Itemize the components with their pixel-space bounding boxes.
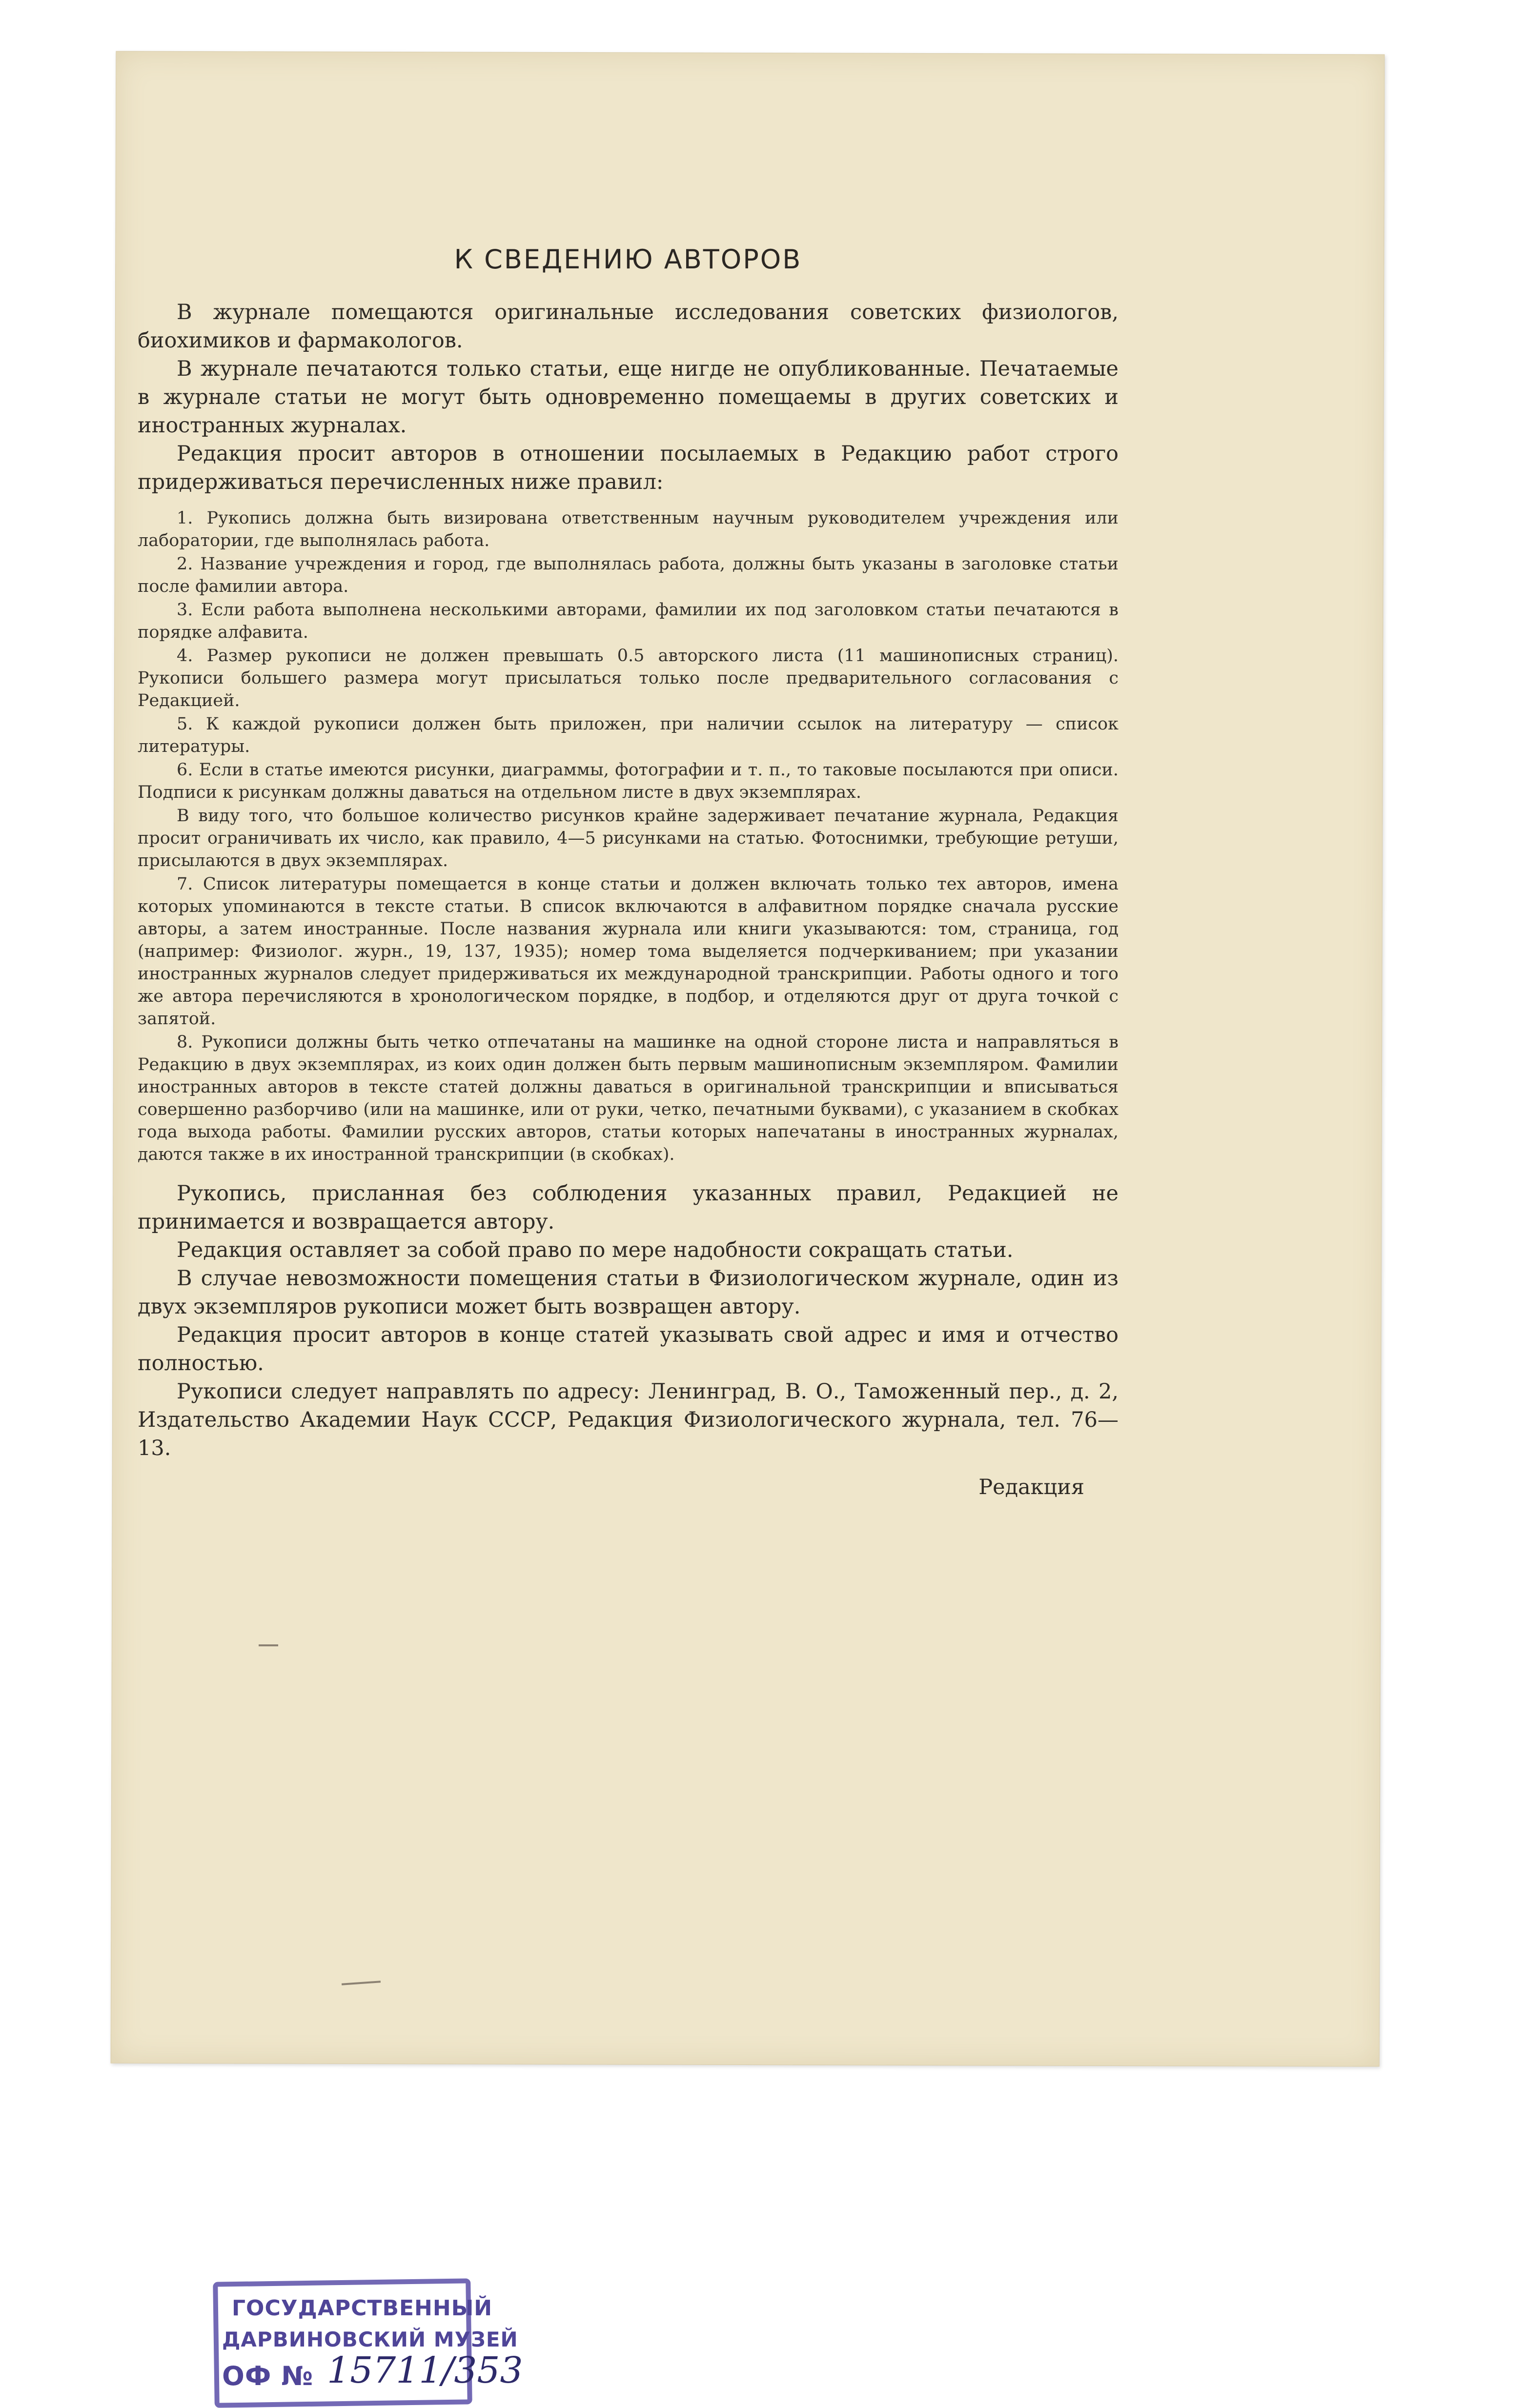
- rule-item: 3. Если работа выполнена несколькими авторами, фамилии их под заголовком статьи печатаются в порядке алфавита.: [138, 600, 1119, 642]
- stamp-handwritten-number: 15711/353: [327, 2349, 523, 2391]
- closing-paragraph: Редакция просит авторов в конце статей указывать свой адрес и имя и отчество полностью.: [138, 1323, 1119, 1376]
- rules-list: [138, 507, 1119, 1166]
- closing-section: [138, 1179, 1119, 1462]
- closing-paragraph: Редакция оставляет за собой право по мере надобности сокращать статьи.: [177, 1238, 1014, 1262]
- intro-paragraph: Редакция просит авторов в отношении посылаемых в Редакцию работ строго придерживаться перечисленных ниже правил:: [138, 442, 1119, 494]
- stamp-line-1: ГОСУДАРСТВЕННЫЙ: [232, 2296, 493, 2321]
- rule-item: 7. Список литературы помещается в конце статьи и должен включать только тех авторов, имена которых упоминаются в тексте статьи. В список включаются в алфавитном порядке сначала русские авторы, а затем иностранные. После названия журнала или книги указываются: том, страница, год (например: Физиолог. журн., 19, 137, 1935); номер тома выделяется подчеркиванием; при указании иностранных журналов следует придерживаться их международной транскрипции. Работы одного и того же автора перечисляются в хронологическом порядке, в подбор, и отделяются друг от друга точкой с запятой.: [138, 874, 1119, 1029]
- editorial-signature: Редакция: [978, 1475, 1084, 1499]
- intro-paragraph: В журнале помещаются оригинальные исследования советских физиологов, биохимиков и фармакологов.: [138, 300, 1119, 353]
- ink-mark: [259, 1644, 278, 1646]
- rule-item: 6. Если в статье имеются рисунки, диаграммы, фотографии и т. п., то таковые посылаются при описи. Подписи к рисункам должны даваться на отдельном листе в двух экземплярах.: [138, 760, 1119, 802]
- rule-item: 1. Рукопись должна быть визирована ответственным научным руководителем учреждения или лаборатории, где выполнялась работа.: [138, 508, 1119, 550]
- stamp-line-2: ДАРВИНОВСКИЙ МУЗЕЙ: [222, 2327, 518, 2351]
- closing-paragraph: В случае невозможности помещения статьи в Физиологическом журнале, один из двух экземпляров рукописи может быть возвращен автору.: [138, 1266, 1119, 1319]
- rule-item: 5. К каждой рукописи должен быть приложен, при наличии ссылок на литературу — список литературы.: [138, 714, 1119, 756]
- rule-note: В виду того, что большое количество рисунков крайне задерживает печатание журнала, Редакция просит ограничивать их число, как правило, 4—5 рисунками на статью. Фотоснимки, требующие ретуши, присылаются в двух экземплярах.: [138, 806, 1119, 870]
- page-title: К СВЕДЕНИЮ АВТОРОВ: [454, 244, 802, 275]
- document-body: [138, 244, 1119, 1501]
- stamp-line-3: ОФ №: [222, 2361, 314, 2391]
- rule-item: 4. Размер рукописи не должен превышать 0.5 авторского листа (11 машинописных страниц). Рукописи большего размера могут присылаться только после предварительного согласования с Редакцией.: [138, 646, 1119, 710]
- closing-paragraph: Рукописи следует направлять по адресу: Ленинград, В. О., Таможенный пер., д. 2, Издательство Академии Наук СССР, Редакция Физиологического журнала, тел. 76—13.: [138, 1379, 1119, 1460]
- intro-paragraph: В журнале печатаются только статьи, еще нигде не опубликованные. Печатаемые в журнале статьи не могут быть одновременно помещаемы в других советских и иностранных журналах.: [138, 357, 1119, 438]
- rule-item: 2. Название учреждения и город, где выполнялась работа, должны быть указаны в заголовке статьи после фамилии автора.: [138, 554, 1119, 596]
- rule-item: 8. Рукописи должны быть четко отпечатаны на машинке на одной стороне листа и направляться в Редакцию в двух экземплярах, из коих один должен быть первым машинописным экземпляром. Фамилии иностранных авторов в тексте статей должны даваться в оригинальной транскрипции и вписываться совершенно разборчиво (или на машинке, или от руки, четко, печатными буквами), с указанием в скобках года выхода работы. Фамилии русских авторов, статьи которых напечатаны в иностранных журналах, даются также в их иностранной транскрипции (в скобках).: [138, 1032, 1119, 1164]
- closing-paragraph: Рукопись, присланная без соблюдения указанных правил, Редакцией не принимается и возвращается автору.: [138, 1181, 1119, 1234]
- intro-section: [138, 298, 1119, 496]
